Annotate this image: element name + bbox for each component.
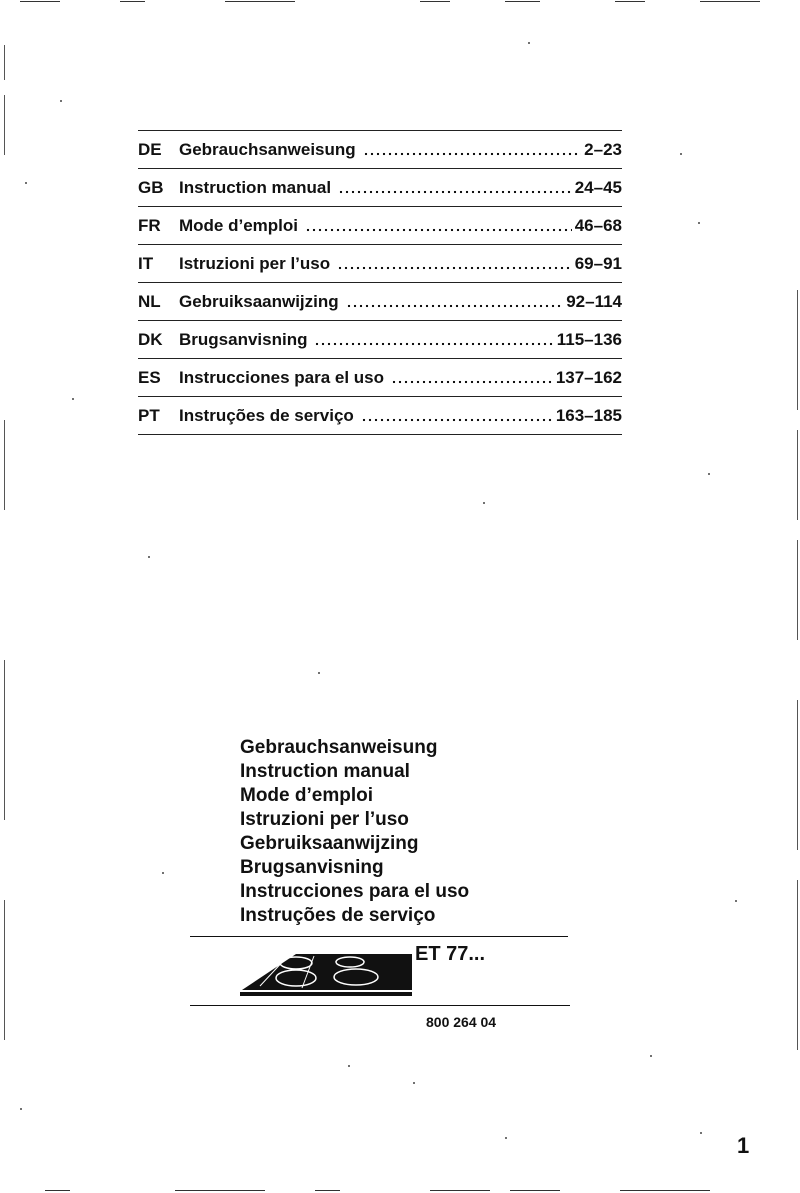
- dot-leader: [391, 371, 553, 388]
- manual-title: Instruction manual: [240, 761, 410, 782]
- manual-title: Brugsanvisning: [240, 857, 384, 878]
- dot-leader: [305, 219, 572, 236]
- toc-title: Mode d’emploi: [179, 215, 298, 235]
- dot-leader: [361, 409, 553, 426]
- toc-language-code: FR: [138, 215, 161, 235]
- model-number: ET 77...: [415, 943, 486, 965]
- toc-language-code: GB: [138, 177, 164, 197]
- toc-page-range: 163–185: [555, 405, 622, 425]
- toc-title: Gebruiksaanwijzing: [179, 291, 339, 311]
- toc-title: Instruction manual: [179, 177, 332, 197]
- toc-language-code: DE: [138, 139, 162, 159]
- dot-leader: [338, 181, 572, 198]
- manual-title: Gebruiksaanwijzing: [240, 833, 419, 854]
- manual-title: Istruzioni per l’uso: [240, 809, 409, 830]
- manual-title: Mode d’emploi: [240, 785, 373, 806]
- toc-row: [138, 130, 622, 169]
- toc-row: [138, 321, 622, 359]
- dot-leader: [346, 295, 564, 312]
- toc-language-code: PT: [138, 405, 160, 425]
- part-number: 800 264 04: [426, 1014, 497, 1030]
- toc-language-code: NL: [138, 291, 161, 311]
- dot-leader: [337, 257, 572, 274]
- toc-page-range: 46–68: [574, 215, 622, 235]
- toc-row: [138, 283, 622, 321]
- table-of-contents: [138, 130, 622, 435]
- toc-page-range: 69–91: [574, 253, 622, 273]
- toc-page-range: 2–23: [584, 139, 622, 159]
- toc-language-code: DK: [138, 329, 163, 349]
- ceramic-cooktop-icon: [238, 950, 413, 1003]
- toc-title: Istruzioni per l’uso: [179, 253, 331, 273]
- manual-title: Gebrauchsanweisung: [240, 737, 438, 758]
- toc-row: [138, 207, 622, 245]
- toc-row: [138, 245, 622, 283]
- dot-leader: [314, 333, 553, 350]
- toc-page-range: 92–114: [566, 291, 622, 311]
- toc-title: Gebrauchsanweisung: [179, 139, 356, 159]
- toc-language-code: IT: [138, 253, 154, 273]
- manual-title: Instrucciones para el uso: [240, 881, 470, 902]
- manual-title-block: [240, 736, 469, 928]
- toc-title: Instruções de serviço: [179, 405, 354, 425]
- toc-row: [138, 397, 622, 435]
- toc-title: Instrucciones para el uso: [179, 367, 385, 387]
- toc-row: [138, 169, 622, 207]
- toc-language-code: ES: [138, 367, 161, 387]
- toc-row: [138, 359, 622, 397]
- toc-page-range: 115–136: [556, 329, 622, 349]
- manual-title: Instruções de serviço: [240, 905, 436, 926]
- divider-upper: [190, 936, 568, 937]
- toc-page-range: 24–45: [574, 177, 622, 197]
- toc-page-range: 137–162: [555, 367, 622, 387]
- dot-leader: [363, 143, 582, 160]
- divider-lower: [190, 1005, 570, 1006]
- page-number: 1: [737, 1133, 750, 1158]
- toc-title: Brugsanvisning: [179, 329, 308, 349]
